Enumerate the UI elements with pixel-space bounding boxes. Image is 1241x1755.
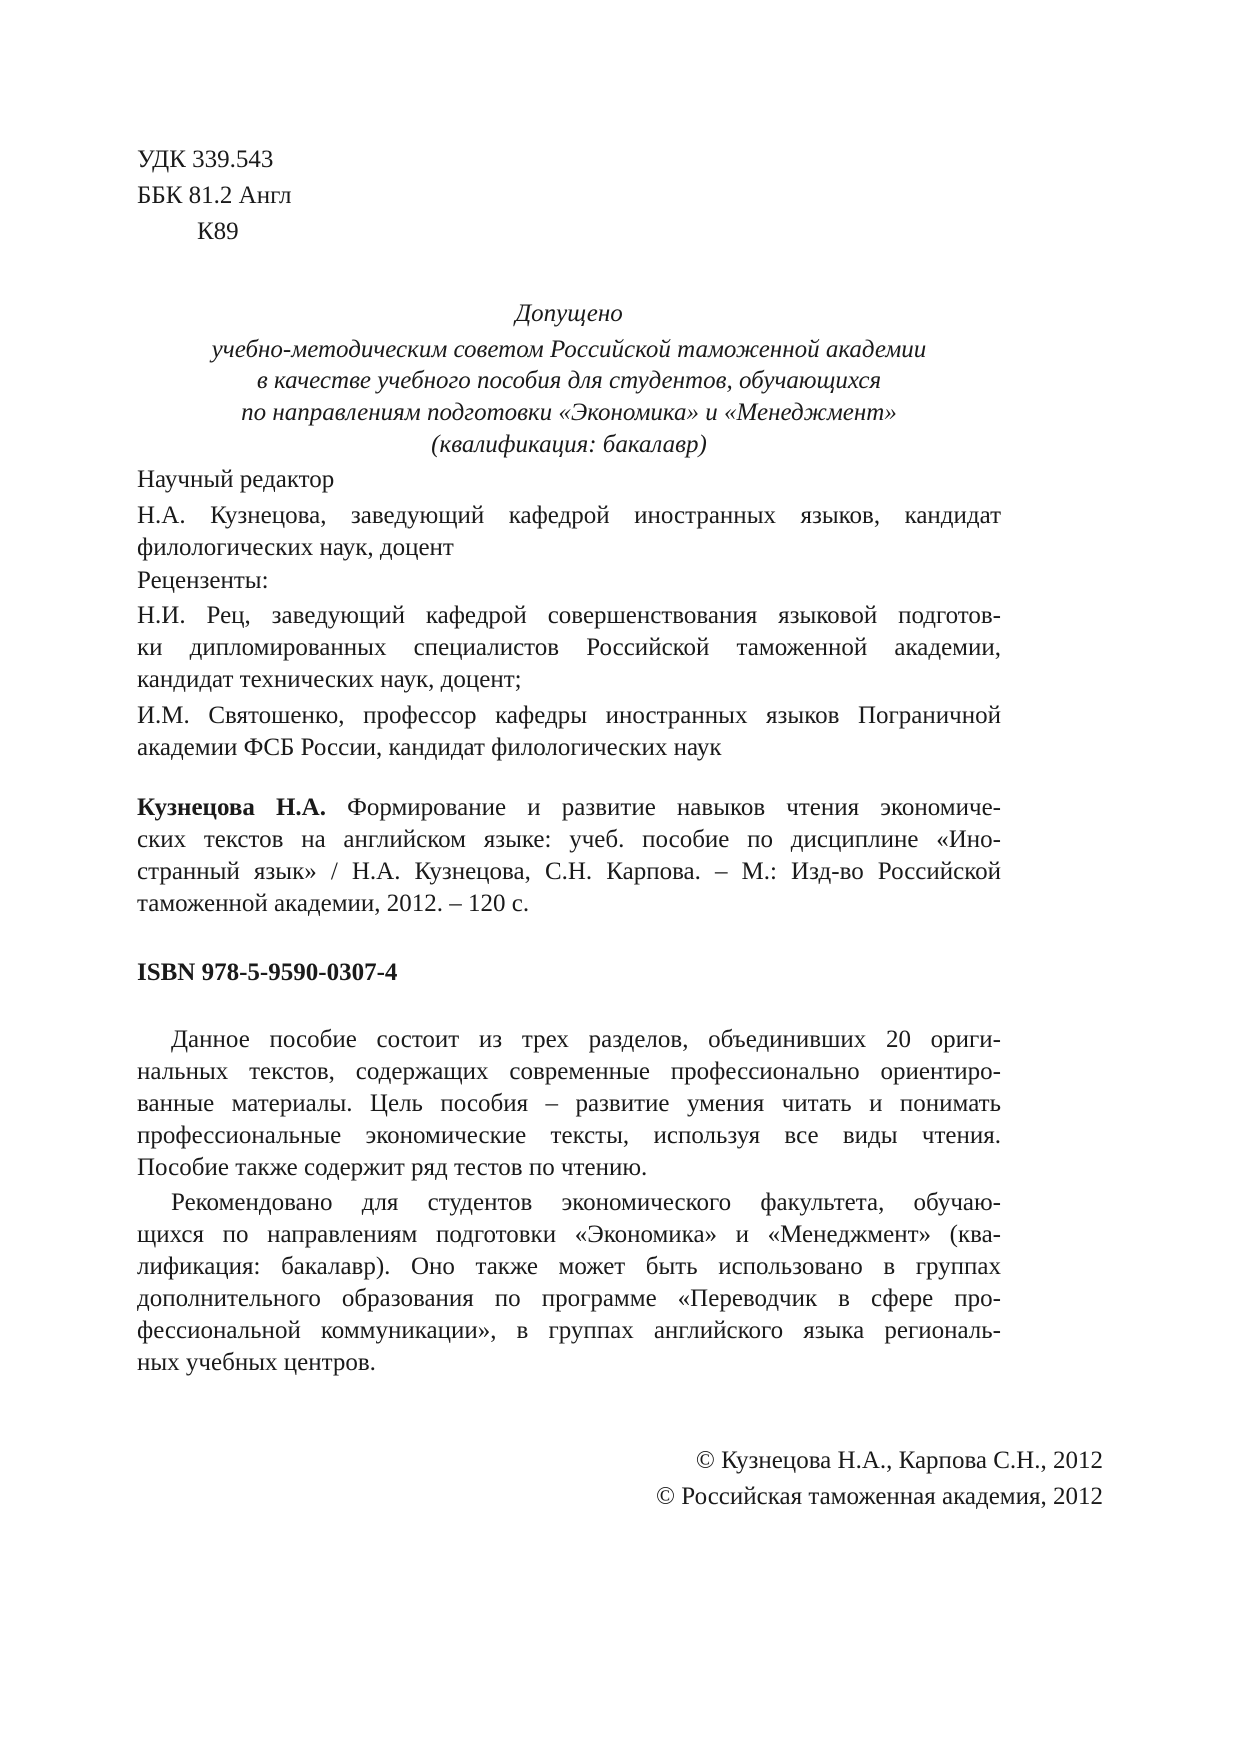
abstract-line: ных учебных центров. (137, 1349, 376, 1376)
abstract-line: профессиональные экономические тексты, используя все виды чтения. (137, 1122, 1001, 1149)
abstract-line: Рекомендовано для студентов экономического факультета, обучаю- (171, 1189, 1001, 1216)
bibliography-title: Формирование и развитие навыков чтения экономиче- (325, 794, 1001, 821)
isbn: ISBN 978-5-9590-0307-4 (137, 959, 398, 986)
approval-line: (квалификация: бакалавр) (431, 431, 707, 458)
abstract-line: нальных текстов, содержащих современные профессионально ориентиро- (137, 1058, 1001, 1085)
copyright-line: © Российская таможенная академия, 2012 (656, 1483, 1103, 1510)
approval-line: Допущено (515, 300, 623, 327)
abstract-line: Пособие также содержит ряд тестов по чтению. (137, 1154, 648, 1181)
approval-line: учебно-методическим советом Российской таможенной академии (211, 336, 927, 363)
reviewer-line: ки дипломированных специалистов Российской таможенной академии, (137, 634, 1001, 661)
bibliography-line: таможенной академии, 2012. – 120 с. (137, 890, 530, 917)
bbk-code: ББК 81.2 Англ (137, 182, 292, 209)
author-code: К89 (197, 218, 239, 245)
reviewer-line: И.М. Святошенко, профессор кафедры иностранных языков Пограничной (137, 702, 1001, 729)
reviewer-line: академии ФСБ России, кандидат филологических наук (137, 734, 722, 761)
bibliography-line: странный язык» / Н.А. Кузнецова, С.Н. Карпова. – М.: Изд-во Российской (137, 858, 1001, 885)
editor-line: Н.А. Кузнецова, заведующий кафедрой иностранных языков, кандидат (137, 502, 1001, 529)
bibliography-author: Кузнецова Н.А. (137, 794, 326, 821)
bibliography-line: ских текстов на английском языке: учеб. пособие по дисциплине «Ино- (137, 826, 1001, 853)
udk-code: УДК 339.543 (137, 146, 274, 173)
abstract-line: ванные материалы. Цель пособия – развитие умения читать и понимать (137, 1090, 1001, 1117)
bibliography-line (137, 794, 1001, 822)
copyright-line: © Кузнецова Н.А., Карпова С.Н., 2012 (695, 1447, 1103, 1474)
reviewer-line: Н.И. Рец, заведующий кафедрой совершенствования языковой подготов- (137, 602, 1001, 629)
abstract-line: лификация: бакалавр). Оно также может быть использовано в группах (137, 1253, 1001, 1280)
editor-heading: Научный редактор (137, 466, 335, 493)
abstract-line: Данное пособие состоит из трех разделов, объединивших 20 ориги- (171, 1026, 1001, 1053)
abstract-line: фессиональной коммуникации», в группах английского языка региональ- (137, 1317, 1001, 1344)
abstract-line: дополнительного образования по программе «Переводчик в сфере про- (137, 1285, 1001, 1312)
reviewer-line: кандидат технических наук, доцент; (137, 666, 522, 693)
approval-line: по направлениям подготовки «Экономика» и «Менеджмент» (241, 399, 897, 426)
approval-line: в качестве учебного пособия для студентов, обучающихся (256, 367, 882, 394)
editor-line: филологических наук, доцент (137, 534, 454, 561)
abstract-line: щихся по направлениям подготовки «Экономика» и «Менеджмент» (ква- (137, 1221, 1001, 1248)
reviewers-heading: Рецензенты: (137, 567, 269, 594)
